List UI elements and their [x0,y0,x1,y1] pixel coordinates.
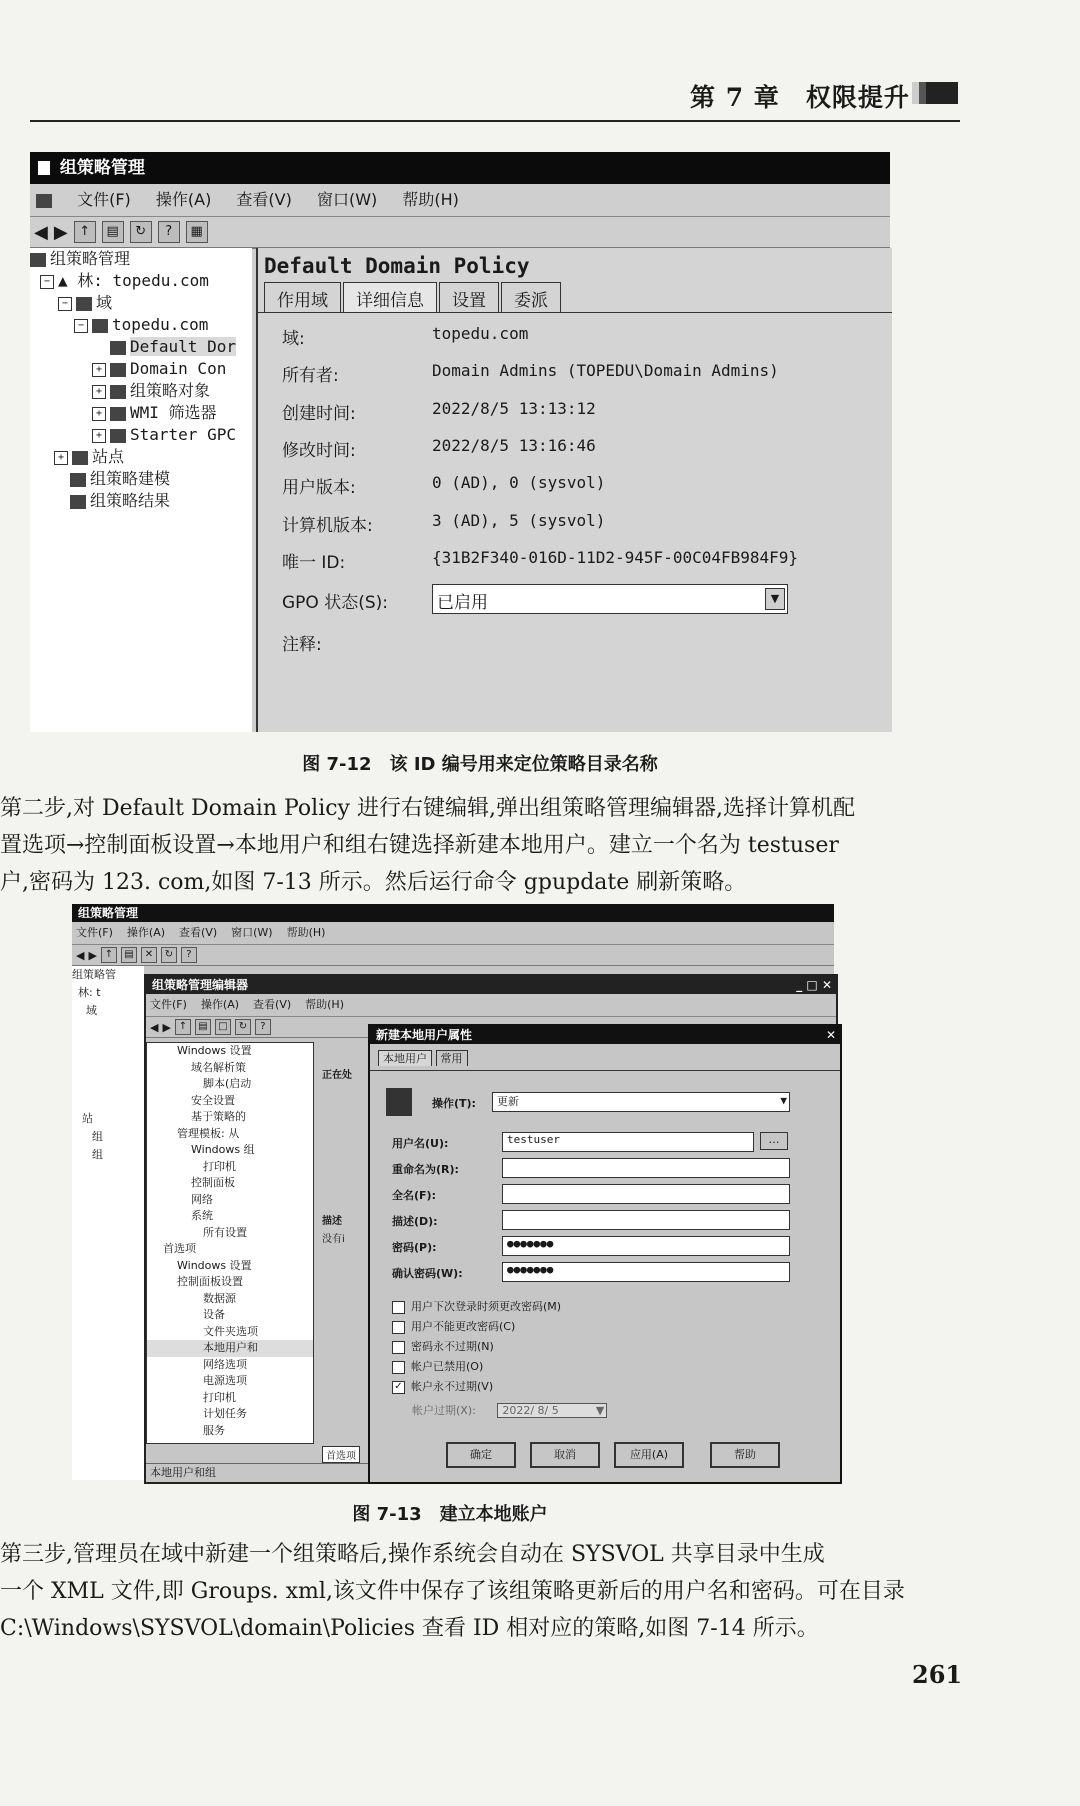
apply-button[interactable]: 应用(A) [614,1442,684,1468]
password-input[interactable]: ●●●●●●● [502,1236,790,1256]
outer-tree [72,966,144,1480]
tree-item[interactable]: 网络 [191,1192,213,1206]
domain-icon [92,319,108,333]
ou-icon [110,363,126,377]
editor-tree [146,1042,314,1444]
new-local-user-dialog [368,1024,842,1484]
dropdown-arrow-icon[interactable]: ▼ [765,588,785,610]
tree-item[interactable]: + Domain Con [30,358,252,380]
prop-gpo-status: GPO 状态(S): 已启用 ▼ [282,588,882,624]
figure-7-12-caption: 图 7-12 该 ID 编号用来定位策略目录名称 [302,754,658,775]
tab-settings[interactable]: 设置 [439,282,499,312]
description-text: 没有i [322,1234,345,1245]
close-icon[interactable]: ✕ [825,1028,836,1042]
dropdown-arrow-icon[interactable]: ▼ [780,1094,787,1107]
prop-modified: 修改时间: 2022/8/5 13:16:46 [282,436,596,461]
tree-item[interactable]: 打印机 [203,1159,236,1173]
up-icon[interactable]: ↑ [175,1019,191,1035]
tree-item[interactable]: 域 [86,1004,97,1017]
help-button[interactable]: 帮助 [710,1442,780,1468]
tree-item[interactable]: 首选项 [163,1242,196,1255]
policy-title: Default Domain Policy [264,254,530,278]
back-icon[interactable]: ◀ [76,948,85,962]
refresh-icon[interactable]: ↻ [130,221,152,243]
tree-item[interactable]: + 组策略对象 [30,380,252,402]
collapse-icon[interactable]: − [58,297,72,311]
tree-item[interactable]: 组 [92,1130,103,1143]
tab-details[interactable]: 详细信息 [343,282,437,312]
prop-computer-version: 计算机版本: 3 (AD), 5 (sysvol) [282,511,606,536]
modeling-icon [70,473,86,487]
window-controls[interactable]: _ □ ✕ [796,978,832,992]
tree-item[interactable]: 组策略结果 [30,490,252,512]
username-row: 用户名(U): testuser … [392,1132,812,1152]
username-input[interactable]: testuser [502,1132,754,1152]
tree-item[interactable]: 组 [92,1148,103,1161]
collapse-icon[interactable]: − [74,319,88,333]
description-input[interactable] [502,1210,790,1230]
tree-item[interactable]: 设备 [203,1308,225,1321]
forest-icon: ▲ [58,271,78,290]
tree-item[interactable]: 电源选项 [203,1374,247,1387]
action-row: 操作(T): 更新 ▼ [432,1092,792,1112]
show-tree-icon[interactable]: ▤ [102,221,124,243]
expand-icon[interactable]: + [54,451,68,465]
help-icon[interactable]: ? [255,1019,271,1035]
dialog-tab-strip [370,1044,840,1071]
tree-item[interactable]: − 域 [30,292,252,314]
action-select[interactable]: 更新 ▼ [492,1092,790,1112]
dropdown-arrow-icon[interactable]: ▼ [595,1404,605,1417]
header-rule [30,120,960,122]
forward-icon[interactable]: ▶ [53,221,68,243]
tree-item[interactable]: + 站点 [30,446,252,468]
expand-icon[interactable]: + [92,363,106,377]
status-bar: 本地用户和组 [146,1463,840,1482]
tree-item[interactable]: 文件夹选项 [203,1324,258,1338]
expire-row: 帐户过期(X): 2022/ 8/ 5 ▼ [412,1402,607,1420]
expire-date-picker[interactable]: 2022/ 8/ 5 ▼ [497,1403,607,1418]
checkbox-never-expires[interactable]: 密码永不过期(N) [392,1338,494,1356]
results-icon [70,495,86,509]
details-pane [256,248,892,732]
tree-item[interactable]: 控制面板 [191,1176,235,1189]
tree-item[interactable]: 组策略管 [72,968,116,981]
cancel-button[interactable]: 取消 [530,1442,600,1468]
page-number: 261 [912,1660,963,1689]
checkbox-cannot-change[interactable]: 用户不能更改密码(C) [392,1318,515,1336]
fullname-row: 全名(F): [392,1184,812,1204]
properties-icon[interactable]: ▦ [186,221,208,243]
menu-action[interactable]: 操作(A) [155,190,212,209]
prop-domain: 域: topedu.com [282,324,529,349]
tree-item[interactable]: − ▲ 林: topedu.com [30,270,252,292]
tree-item[interactable]: Windows 组 [191,1143,255,1156]
user-icon [386,1088,412,1116]
tab-delegation[interactable]: 委派 [501,282,561,312]
tree-item[interactable]: + WMI 筛选器 [30,402,252,424]
window-titlebar [30,152,890,184]
delete-icon[interactable]: ✕ [141,947,157,963]
tab-scope[interactable]: 作用域 [264,282,341,312]
outer-toolbar [72,945,834,966]
tree-item[interactable]: 网络选项 [203,1357,247,1371]
tree-item[interactable]: 域名解析策 [191,1060,246,1074]
menu-bar [30,184,890,217]
tree-item[interactable]: 服务 [203,1423,225,1437]
sites-icon [72,451,88,465]
figure-7-13-screenshot [72,904,834,1480]
tree-item[interactable]: 数据源 [203,1291,236,1305]
tree-item[interactable]: 控制面板设置 [177,1275,243,1288]
help-icon[interactable]: ? [158,221,180,243]
tree-item[interactable]: 组策略建模 [30,468,252,490]
tree-item[interactable]: 系统 [191,1209,213,1222]
back-icon[interactable]: ◀ [34,221,48,243]
rename-input[interactable] [502,1158,790,1178]
checkbox-disabled[interactable]: 帐户已禁用(O) [392,1358,483,1376]
prop-unique-id: 唯一 ID: {31B2F340-016D-11D2-945F-00C04FB984F9} [282,548,799,573]
collapse-icon[interactable]: − [40,275,54,289]
prop-comment: 注释: [282,635,322,655]
checkbox-must-change[interactable]: 用户下次登录时须更改密码(M) [392,1298,561,1316]
expand-icon[interactable]: + [92,407,106,421]
menu-view[interactable]: 查看(V) [236,190,292,209]
browse-button[interactable]: … [760,1132,788,1150]
tab-strip [258,282,892,313]
middle-status-text: 正在处 [322,1070,352,1081]
domains-icon [76,297,92,311]
tree-icon[interactable]: ▤ [195,1019,211,1035]
starter-gpo-icon [110,429,126,443]
menu-app-icon [36,194,52,208]
dialog-titlebar: 新建本地用户属性 ✕ [370,1026,840,1044]
tree-item[interactable]: − topedu.com [30,314,252,336]
outer-titlebar: 组策略管理 [72,904,834,922]
tree-item[interactable]: 组策略管理 [30,248,252,270]
toolbar [30,217,890,249]
confirm-password-row: 确认密码(W): ●●●●●●● [392,1262,812,1282]
refresh-icon[interactable]: ↻ [161,947,177,963]
menu-help[interactable]: 帮助(H) [402,190,459,209]
prop-owner: 所有者: Domain Admins (TOPEDU\Domain Admins) [282,361,779,386]
ok-button[interactable]: 确定 [446,1442,516,1468]
refresh-icon[interactable]: ↻ [235,1019,251,1035]
forward-icon[interactable]: ▶ [162,1020,171,1034]
fullname-input[interactable] [502,1184,790,1204]
tab-local-user[interactable]: 本地用户 [378,1050,432,1066]
up-icon[interactable]: ↑ [74,221,96,243]
navigation-tree [30,248,252,732]
menu-window[interactable]: 窗口(W) [316,190,378,209]
gpo-folder-icon [110,385,126,399]
tree-item[interactable]: 计划任务 [203,1407,247,1420]
figure-7-12-screenshot [30,152,890,732]
tree-item[interactable]: 安全设置 [191,1093,235,1107]
tree-item[interactable]: 脚本(启动 [203,1077,252,1090]
tree-item[interactable]: + Starter GPC [30,424,252,446]
chapter-header [690,78,910,114]
chapter-marker [912,82,958,104]
checkmark-icon: ✓ [392,1381,405,1394]
editor-titlebar: 组策略管理编辑器 _ □ ✕ [146,976,836,994]
chapter-number: 第 7 章 [690,83,780,112]
prop-user-version: 用户版本: 0 (AD), 0 (sysvol) [282,473,606,498]
forward-icon[interactable]: ▶ [88,948,97,962]
preferences-tab[interactable]: 首选项 [322,1446,360,1463]
password-row: 密码(P): ●●●●●●● [392,1236,812,1256]
figure-7-13-caption: 图 7-13 建立本地账户 [352,1504,548,1525]
tree-item-selected[interactable]: Default Dor [30,336,252,358]
up-icon[interactable]: ↑ [101,947,117,963]
tree-item[interactable]: 基于策略的 [191,1110,246,1123]
new-window-icon[interactable]: □ [215,1019,231,1035]
gpm-icon [30,253,46,267]
gpo-status-select[interactable]: 已启用 ▼ [432,584,788,614]
tab-common[interactable]: 常用 [436,1050,468,1066]
gpo-link-icon [110,341,126,355]
chapter-title: 权限提升 [805,83,910,112]
tree-item[interactable]: Windows 设置 [177,1044,252,1057]
prop-created: 创建时间: 2022/8/5 13:13:12 [282,399,596,424]
tree-item[interactable]: 林: t [78,986,101,999]
tree-icon[interactable]: ▤ [121,947,137,963]
tree-item[interactable]: 管理模板: 从 [177,1126,240,1140]
rename-row: 重命名为(R): [392,1158,812,1178]
confirm-password-input[interactable]: ●●●●●●● [502,1262,790,1282]
help-icon[interactable]: ? [181,947,197,963]
back-icon[interactable]: ◀ [150,1020,159,1034]
expand-icon[interactable]: + [92,429,106,443]
window-title: 组策略管理 [59,158,145,178]
outer-menu-bar: 文件(F) 操作(A) 查看(V) 窗口(W) 帮助(H) [72,922,834,945]
tree-item-selected[interactable]: 本地用户和 [147,1340,313,1357]
menu-file[interactable]: 文件(F) [77,190,131,209]
description-label: 描述 [322,1216,342,1227]
description-row: 描述(D): [392,1210,812,1230]
paragraph-step2: 第二步,对 Default Domain Policy 进行右键编辑,弹出组策略管理编辑器,选择计算机配 置选项→控制面板设置→本地用户和组右键选择新建本地用户。建立一个名为 testuser 户,密码为 123. com,如图 7-13 所示。然后运行命令 gpupdate 刷新策略。 [0,796,855,895]
tree-item[interactable]: 站 [82,1112,93,1125]
editor-menu-bar: 文件(F) 操作(A) 查看(V) 帮助(H) [146,994,836,1017]
tree-item[interactable]: 所有设置 [203,1225,247,1239]
expand-icon[interactable]: + [92,385,106,399]
app-icon [38,161,50,175]
paragraph-step3: 第三步,管理员在域中新建一个组策略后,操作系统会自动在 SYSVOL 共享目录中生成 一个 XML 文件,即 Groups. xml,该文件中保存了该组策略更新后的用户名和密码。可在目录 C:\Windows\SYSVOL\domain\Policies 查看 ID 相对应的策略,如图 7-14 所示。 [0,1542,905,1641]
tree-item[interactable]: 打印机 [203,1390,236,1404]
wmi-icon [110,407,126,421]
checkbox-account-never-expires[interactable]: ✓ 帐户永不过期(V) [392,1378,493,1396]
tree-item[interactable]: Windows 设置 [177,1258,252,1272]
